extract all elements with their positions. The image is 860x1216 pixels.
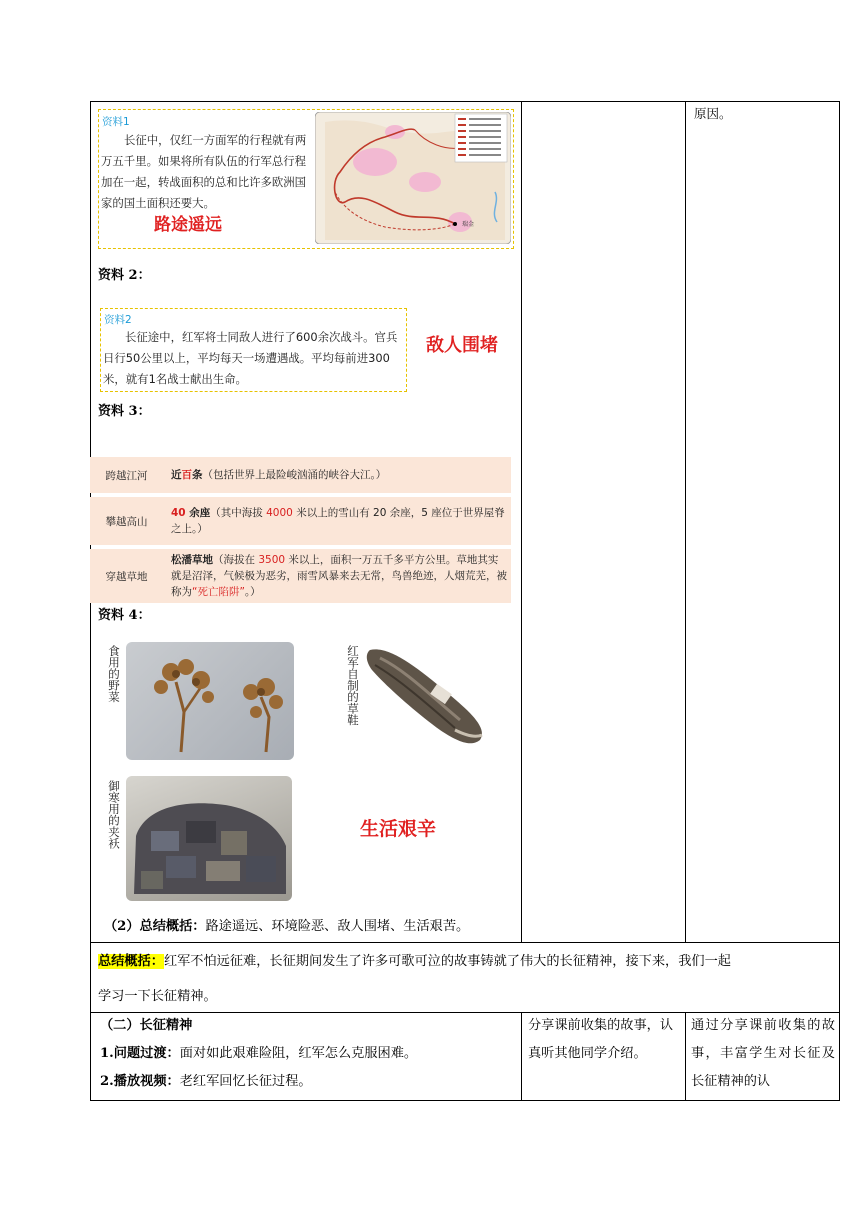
caption-cotton-jacket: 御寒用的夹袄 <box>107 780 121 849</box>
hardship-table-row-grassland <box>90 549 511 603</box>
summary-row-line1 <box>98 944 834 979</box>
row-divider-1 <box>90 942 839 943</box>
material4-heading: 资料 4： <box>98 608 151 623</box>
item1-prefix: 1.问题过渡： <box>100 1046 180 1061</box>
table-right-border <box>839 101 840 1101</box>
item2-prefix: 2.播放视频： <box>100 1074 180 1089</box>
cotton-jacket-photo <box>126 776 292 901</box>
plain-text: （包括世界上最险峻汹涌的峡谷大江。） <box>202 469 387 481</box>
summary-point-prefix: （2）总结概括： <box>104 919 206 934</box>
plain-text: 米以上的雪山有 20 余座，5 座位于世界屋脊之上。） <box>171 507 505 535</box>
design-intent: 通过分享课前收集的故事，丰富学生对长征及长征精神的认 <box>691 1018 835 1089</box>
row-head: 攀越高山 <box>105 515 148 528</box>
hardship-table-row-mountains <box>90 497 511 545</box>
column-divider-2 <box>685 101 686 942</box>
material2-heading: 资料 2： <box>98 268 151 283</box>
material1-text: 长征中，仅红一方面军的行程就有两万五千里。如果将所有队伍的行军总行程加在一起，转战面积的总和比许多欧洲国家的国土面积还要大。 <box>101 133 307 210</box>
row-head: 穿越草地 <box>105 570 148 583</box>
bold-text: 松潘草地 <box>171 554 213 566</box>
straw-sandal-image <box>360 640 495 750</box>
section2-content <box>100 1012 518 1096</box>
wild-vegetables-photo <box>126 642 294 760</box>
section2-item1 <box>100 1040 518 1068</box>
material2-slogan: 敌人围堵 <box>426 335 498 356</box>
item1-text: 面对如此艰难险阻，红军怎么克服困难。 <box>179 1046 418 1061</box>
summary-point <box>104 912 469 942</box>
red-text: 40 <box>171 507 186 519</box>
material2-box <box>100 308 407 392</box>
section2-title: （二）长征精神 <box>100 1018 193 1033</box>
caption-straw-sandals: 红军自制的草鞋 <box>346 645 360 726</box>
material2-text: 长征途中，红军将士同敌人进行了600余次战斗。官兵日行50公里以上，平均每天一场遭遇战。平均每前进300米，就有1名战士献出生命。 <box>103 330 398 386</box>
row-body <box>171 549 507 603</box>
plain-text: （海拔在 <box>213 554 259 566</box>
hardship-table-row-rivers <box>90 457 511 493</box>
material1-box <box>98 109 514 249</box>
red-text: 百 <box>181 469 192 481</box>
row-head: 跨越江河 <box>105 469 148 482</box>
plain-text: （其中海拔 <box>210 507 267 519</box>
bold-text: 余座 <box>185 507 211 519</box>
red-text: 3500 <box>258 554 286 566</box>
column-divider-1 <box>521 101 522 942</box>
material2-label: 资料2 <box>104 314 132 326</box>
material1-slogan: 路途遥远 <box>154 215 222 235</box>
summary-point-text: 路途遥远、环境险恶、敌人围堵、生活艰苦。 <box>205 919 470 934</box>
summary-label-highlight: 总结概括： <box>98 954 164 969</box>
section2-item2 <box>100 1068 518 1096</box>
plain-text: 米以上，面积一万五千多平方公里。草地其实就是沼泽，气候极为恶劣，雨雪风暴来去无常，鸟兽绝迹，人烟荒芜，被称为 <box>171 554 507 598</box>
summary-row <box>98 944 834 1014</box>
table-bottom-border <box>90 1100 839 1101</box>
bold-text: 条 <box>192 469 203 481</box>
red-text: 4000 <box>266 507 293 519</box>
bold-text: 近 <box>171 469 182 481</box>
long-march-map-image <box>315 112 511 244</box>
plain-text: 。） <box>244 586 261 598</box>
red-text: “死亡陷阱” <box>192 586 245 598</box>
summary-row-text2: 学习一下长征精神。 <box>98 989 217 1004</box>
material1-label: 资料1 <box>102 116 130 128</box>
map-place-label: 瑞金 <box>462 221 475 228</box>
summary-row-text1: 红军不怕远征难，长征期间发生了许多可歌可泣的故事铸就了伟大的长征精神，接下来，我们一起 <box>163 954 731 969</box>
item2-text: 老红军回忆长征过程。 <box>179 1074 312 1089</box>
student-activity: 分享课前收集的故事，认真听其他同学介绍。 <box>528 1018 674 1061</box>
column-divider-4 <box>685 1012 686 1101</box>
design-intent-text-top: 原因。 <box>694 106 732 121</box>
caption-wild-vegetables: 食用的野菜 <box>107 645 121 703</box>
material4-slogan: 生活艰辛 <box>360 818 437 840</box>
column-divider-3 <box>521 1012 522 1101</box>
row-body <box>171 497 507 545</box>
material3-heading: 资料 3： <box>98 404 151 419</box>
row-body <box>171 457 507 493</box>
dried-plant-icon <box>126 642 294 760</box>
patched-jacket-icon <box>126 776 292 901</box>
